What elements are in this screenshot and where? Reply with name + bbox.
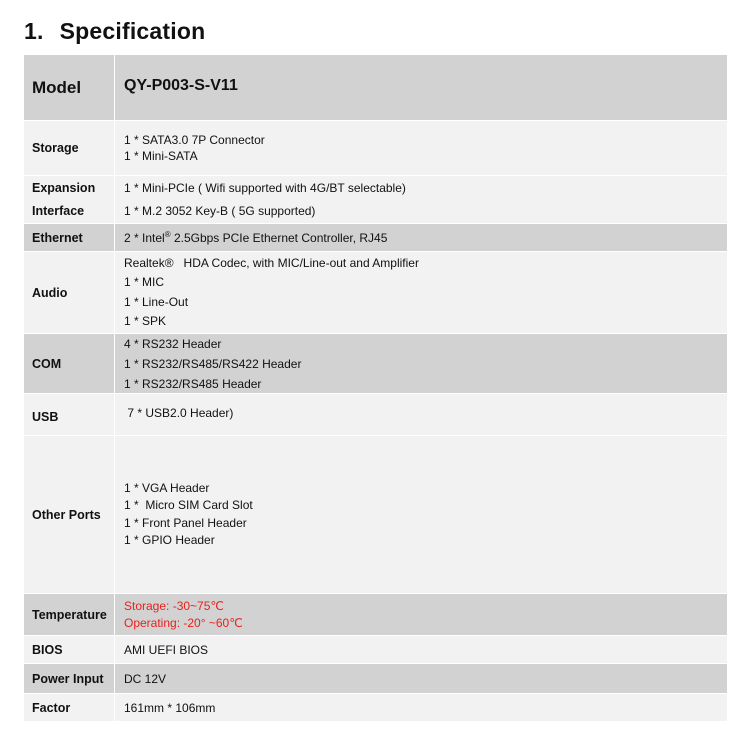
spec-line: 4 * RS232 Header [124,336,222,351]
spec-value-other-ports [115,436,727,593]
spec-value-bios: AMI UEFI BIOS [124,642,209,657]
spec-value-model: QY-P003-S-V11 [124,76,238,94]
spec-label-line: Expansion [32,180,96,195]
spec-value-expansion [115,176,727,223]
specification-table [24,55,727,722]
spec-row-factor [24,694,727,722]
spec-line: Storage: -30~75℃ [124,598,224,613]
spec-row-temperature [24,594,727,636]
spec-line: Realtek® HDA Codec, with MIC/Line-out and Amplifier [124,255,419,270]
spec-line: 1 * GPIO Header [124,533,215,547]
spec-line: 1 * M.2 3052 Key-B ( 5G supported) [124,203,316,218]
section-title: Specification [59,18,206,44]
spec-label-other-ports: Other Ports [24,436,115,593]
spec-value-power-input: DC 12V [124,671,167,686]
spec-row-storage [24,121,727,176]
spec-line: 1 * VGA Header [124,480,210,495]
spec-text: 2 * Intel [124,231,165,245]
spec-label-com: COM [24,334,115,393]
spec-label-temperature: Temperature [24,594,115,635]
spec-line: 1 * SATA3.0 7P Connector [124,133,265,147]
spec-line: 1 * MIC [124,275,165,289]
spec-line: 1 * RS232/RS485/RS422 Header [124,356,302,371]
spec-row-model [24,55,727,121]
spec-line: 1 * SPK [124,314,167,328]
spec-row-expansion [24,176,727,224]
spec-row-com [24,334,727,394]
spec-value-audio [115,252,727,333]
spec-value-com [115,334,727,393]
spec-line: 1 * Front Panel Header [124,515,247,530]
spec-line: 1 * Mini-PCIe ( Wifi supported with 4G/BT selectable) [124,180,406,195]
spec-value-storage [115,121,727,175]
spec-label-ethernet: Ethernet [24,224,115,251]
spec-line: 1 * RS232/RS485 Header [124,376,262,391]
spec-row-usb [24,394,727,436]
spec-label-audio: Audio [24,252,115,333]
spec-line: Operating: -20° ~60℃ [124,615,243,630]
spec-line: 1 * Micro SIM Card Slot [124,498,253,512]
section-number: 1. [24,18,44,44]
registered-mark: ® [164,230,171,239]
spec-row-ethernet [24,224,727,252]
spec-line: 1 * Line-Out [124,294,189,309]
spec-line: 1 * Mini-SATA [124,149,198,163]
spec-value-temperature [115,594,727,635]
spec-row-other-ports [24,436,727,594]
spec-label-model: Model [24,55,115,120]
spec-label-bios: BIOS [24,636,115,663]
page-title [24,18,205,45]
spec-label-factor: Factor [24,694,115,721]
spec-label-expansion [24,176,115,223]
spec-label-usb: USB [24,394,115,435]
spec-value-usb: 7 * USB2.0 Header) [124,405,234,420]
spec-value-factor: 161mm * 106mm [124,700,216,715]
spec-label-power-input: Power Input [24,664,115,693]
spec-value-ethernet [115,224,727,251]
spec-label-storage: Storage [24,121,115,175]
spec-row-power-input [24,664,727,694]
spec-row-bios [24,636,727,664]
spec-text: 2.5Gbps PCIe Ethernet Controller, RJ45 [170,231,388,245]
spec-row-audio [24,252,727,334]
spec-label-line: Interface [32,203,85,218]
